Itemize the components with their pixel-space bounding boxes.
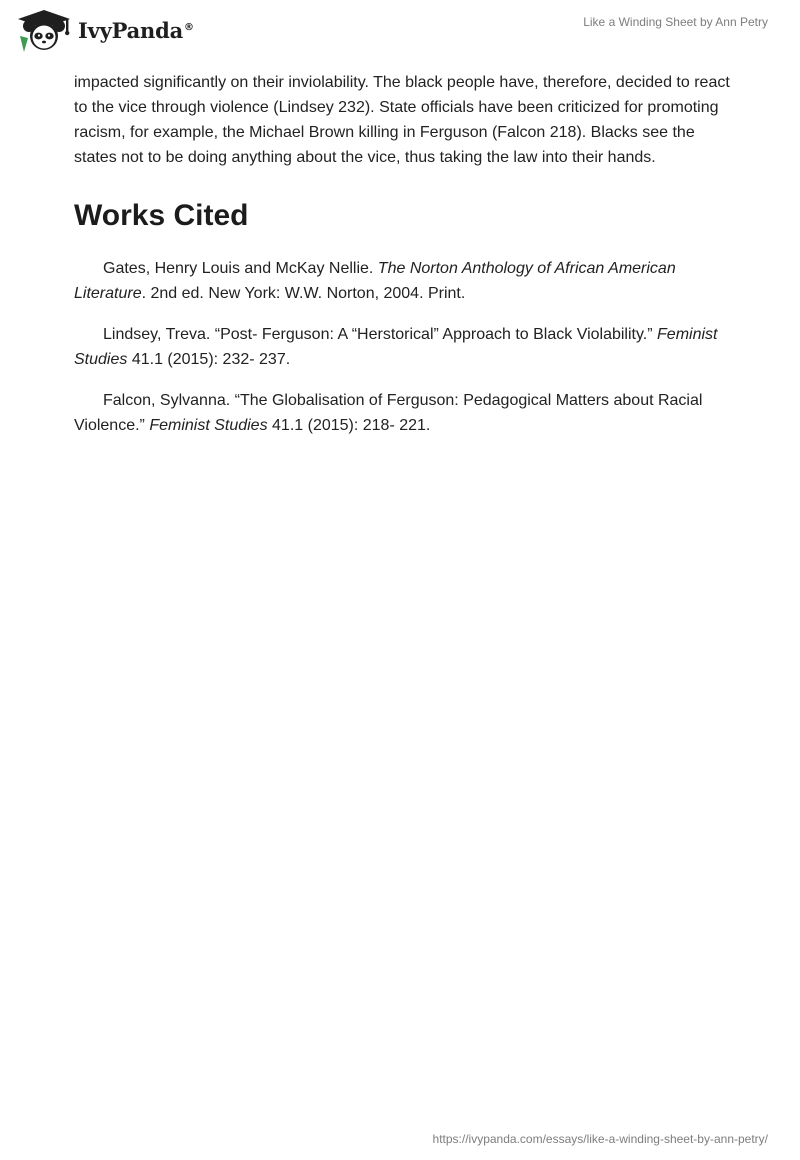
- source-url-link[interactable]: https://ivypanda.com/essays/like-a-winding-sheet-by-ann-petry/: [432, 1132, 768, 1146]
- page-header: [0, 0, 800, 60]
- graduation-panda-icon: [14, 8, 74, 52]
- citation-title: Feminist Studies: [149, 417, 268, 434]
- logo-wordmark: IvyPanda®: [78, 17, 194, 43]
- registered-mark: ®: [184, 21, 194, 33]
- citation-text: 41.1 (2015): 232- 237.: [127, 351, 291, 368]
- citation-text: . 2nd ed. New York: W.W. Norton, 2004. Print.: [141, 285, 466, 302]
- body-paragraph: impacted significantly on their inviolability. The black people have, therefore, decided to react to the vice through violence (Lindsey 232). State officials have been criticized for promoting racism, for example, the Michael Brown killing in Ferguson (Falcon 218). Blacks see the states not to be doing anything about the vice, thus taking the law into their hands.: [74, 74, 730, 166]
- citation-title: Feminist Studies: [74, 326, 718, 368]
- citation-entry: [74, 388, 734, 438]
- citation-title: The Norton Anthology of African American Literature: [74, 260, 676, 302]
- citation-text: Falcon, Sylvanna. “The Globalisation of Ferguson: Pedagogical Matters about Racial Violence.”: [74, 392, 703, 434]
- citation-text: Lindsey, Treva. “Post- Ferguson: A “Herstorical” Approach to Black Violability.”: [103, 326, 658, 343]
- works-cited-heading: Works Cited: [74, 199, 249, 232]
- citation-text: 41.1 (2015): 218- 221.: [267, 417, 431, 434]
- citation-entry: [74, 322, 734, 372]
- citation-entry: [74, 256, 734, 306]
- essay-content: [74, 70, 734, 438]
- citation-text: Gates, Henry Louis and McKay Nellie.: [103, 260, 378, 277]
- ivypanda-logo[interactable]: [14, 8, 194, 52]
- document-title: Like a Winding Sheet by Ann Petry: [583, 15, 768, 29]
